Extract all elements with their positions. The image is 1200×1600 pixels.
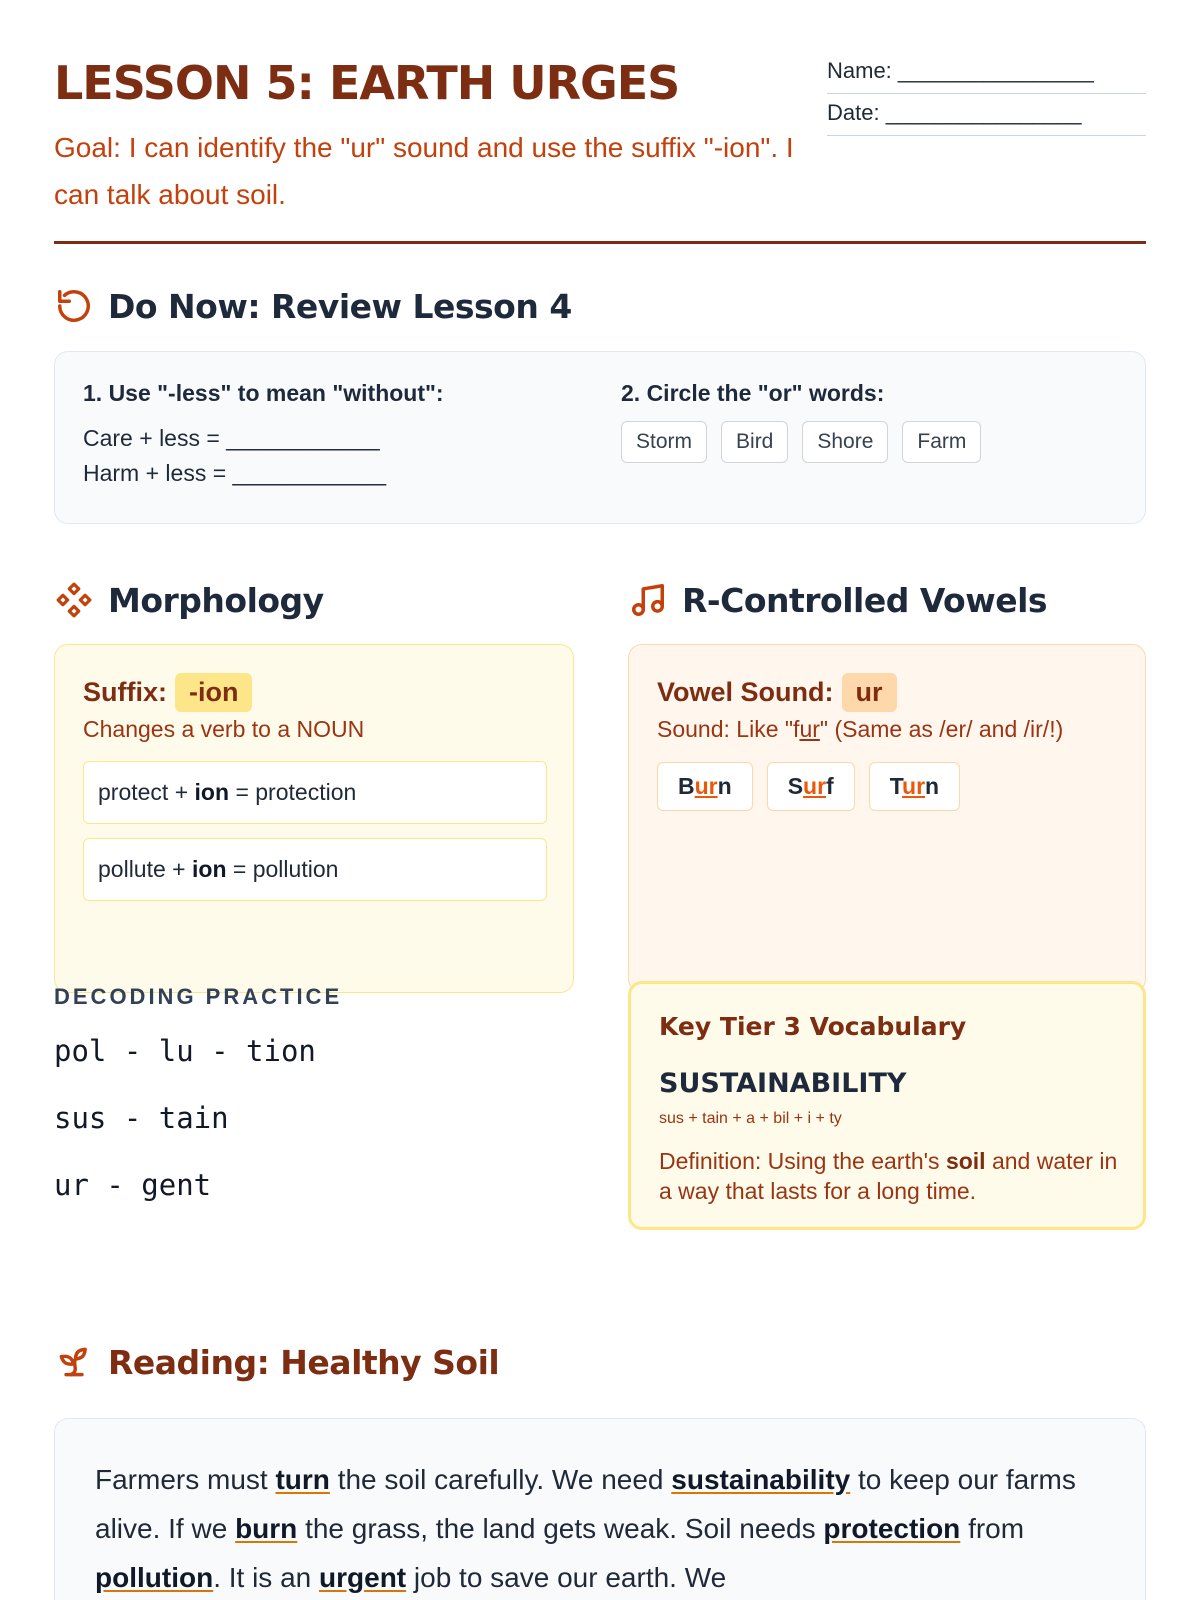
word-chip[interactable]: Storm xyxy=(621,421,707,463)
vocabulary-definition xyxy=(659,1146,1119,1206)
morphology-card xyxy=(54,644,574,993)
ur-word-card[interactable] xyxy=(869,762,960,811)
word-part: n xyxy=(925,773,940,799)
word-chips xyxy=(621,421,981,463)
description-text: Sound: Like "f xyxy=(657,716,800,742)
vocabulary-word: SUSTAINABILITY xyxy=(659,1068,907,1099)
suffix-description: Changes a verb to a NOUN xyxy=(83,716,365,742)
worksheet-page xyxy=(54,0,1146,1600)
passage-keyword: sustainability xyxy=(671,1464,851,1495)
description-text: " (Same as /er/ and /ir/!) xyxy=(819,716,1064,742)
vocabulary-heading: Key Tier 3 Vocabulary xyxy=(659,1012,967,1041)
passage-text: the soil carefully. We need xyxy=(337,1464,664,1495)
reading-card xyxy=(54,1418,1146,1600)
name-field[interactable]: Name: ________________ xyxy=(827,52,1146,94)
suffix-heading xyxy=(83,673,252,712)
ur-word-card[interactable] xyxy=(657,762,753,811)
word-highlight: ur xyxy=(902,773,926,799)
lesson-header xyxy=(54,50,1146,244)
word-part: S xyxy=(787,773,804,799)
passage-text: to keep our farms alive. If we xyxy=(95,1464,1076,1544)
definition-keyword: soil xyxy=(945,1148,986,1174)
reading-heading xyxy=(54,1342,499,1382)
vocabulary-syllables: sus + tain + a + bil + i + ty xyxy=(659,1110,842,1127)
suffix-label: Suffix: xyxy=(83,677,167,707)
equation-base: protect xyxy=(98,779,169,805)
decoding-line: sus - tain xyxy=(54,1101,229,1135)
lesson-title: LESSON 5: EARTH URGES xyxy=(54,56,680,110)
word-highlight: ur xyxy=(694,773,718,799)
decoding-heading: DECODING PRACTICE xyxy=(54,984,343,1009)
question-1 xyxy=(83,380,444,491)
passage-keyword: protection xyxy=(823,1513,961,1544)
do-now-title: Do Now: Review Lesson 4 xyxy=(108,286,572,326)
reading-passage xyxy=(95,1455,1107,1600)
equation-base: pollute xyxy=(98,856,166,882)
lesson-goal: Goal: I can identify the "ur" sound and use the suffix "-ion". I can talk about soil. xyxy=(54,132,794,210)
word-chip[interactable]: Bird xyxy=(721,421,788,463)
passage-text: the grass, the land gets weak. Soil needs xyxy=(305,1513,816,1544)
do-now-heading xyxy=(54,286,572,326)
vowel-sound-heading xyxy=(657,673,897,712)
equation-row xyxy=(83,761,547,824)
rotate-ccw-icon xyxy=(54,286,94,326)
vowel-sound-description xyxy=(657,716,1063,743)
equation-equals: = xyxy=(235,779,249,805)
word-part: B xyxy=(678,773,695,799)
student-info xyxy=(827,52,1146,136)
passage-keyword: turn xyxy=(275,1464,330,1495)
passage-text: from xyxy=(968,1513,1025,1544)
word-chip[interactable]: Shore xyxy=(802,421,888,463)
r-controlled-title: R-Controlled Vowels xyxy=(682,580,1048,620)
passage-keyword: burn xyxy=(235,1513,298,1544)
passage-keyword: pollution xyxy=(95,1562,214,1593)
equation-suffix: ion xyxy=(192,856,227,882)
passage-text: . It is an xyxy=(213,1562,312,1593)
word-chip[interactable]: Farm xyxy=(902,421,981,463)
diamond-cluster-icon xyxy=(54,580,94,620)
suffix-badge: -ion xyxy=(175,673,252,712)
r-controlled-heading xyxy=(628,580,1047,620)
vocabulary-card xyxy=(628,981,1146,1230)
description-highlight: ur xyxy=(799,716,820,742)
equation-plus: + xyxy=(174,779,189,805)
morphology-heading xyxy=(54,580,324,620)
r-controlled-card xyxy=(628,644,1146,993)
definition-text: and water in a way that lasts for a long time. xyxy=(659,1148,1118,1204)
answer-line-harm[interactable]: Harm + less = ____________ xyxy=(83,460,387,486)
question-1-heading: 1. Use "-less" to mean "without": xyxy=(83,380,444,406)
vowel-sound-badge: ur xyxy=(842,673,897,712)
equation-row xyxy=(83,838,547,901)
decoding-line: ur - gent xyxy=(54,1168,212,1202)
equation-plus: + xyxy=(172,856,186,882)
ur-word-list xyxy=(657,762,960,811)
equation-result: pollution xyxy=(252,856,339,882)
word-part: T xyxy=(889,773,903,799)
morphology-title: Morphology xyxy=(108,580,324,620)
reading-title: Reading: Healthy Soil xyxy=(108,1342,500,1382)
ur-word-card[interactable] xyxy=(767,762,855,811)
music-note-icon xyxy=(628,580,668,620)
passage-keyword: urgent xyxy=(319,1562,407,1593)
word-part: f xyxy=(826,773,834,799)
equation-result: protection xyxy=(255,779,357,805)
word-part: n xyxy=(717,773,732,799)
do-now-card xyxy=(54,351,1146,524)
answer-line-care[interactable]: Care + less = ____________ xyxy=(83,425,380,451)
question-2 xyxy=(621,380,981,463)
vowel-sound-label: Vowel Sound: xyxy=(657,677,834,707)
sprout-icon xyxy=(54,1342,94,1382)
equation-equals: = xyxy=(232,856,247,882)
definition-text: Definition: Using the earth's xyxy=(659,1148,940,1174)
passage-text: job to save our earth. We xyxy=(413,1562,727,1593)
passage-text: Farmers must xyxy=(95,1464,268,1495)
decoding-line: pol - lu - tion xyxy=(54,1034,316,1068)
equation-suffix: ion xyxy=(194,779,230,805)
word-highlight: ur xyxy=(803,773,827,799)
question-2-heading: 2. Circle the "or" words: xyxy=(621,380,885,406)
date-field[interactable]: Date: ________________ xyxy=(827,94,1146,136)
